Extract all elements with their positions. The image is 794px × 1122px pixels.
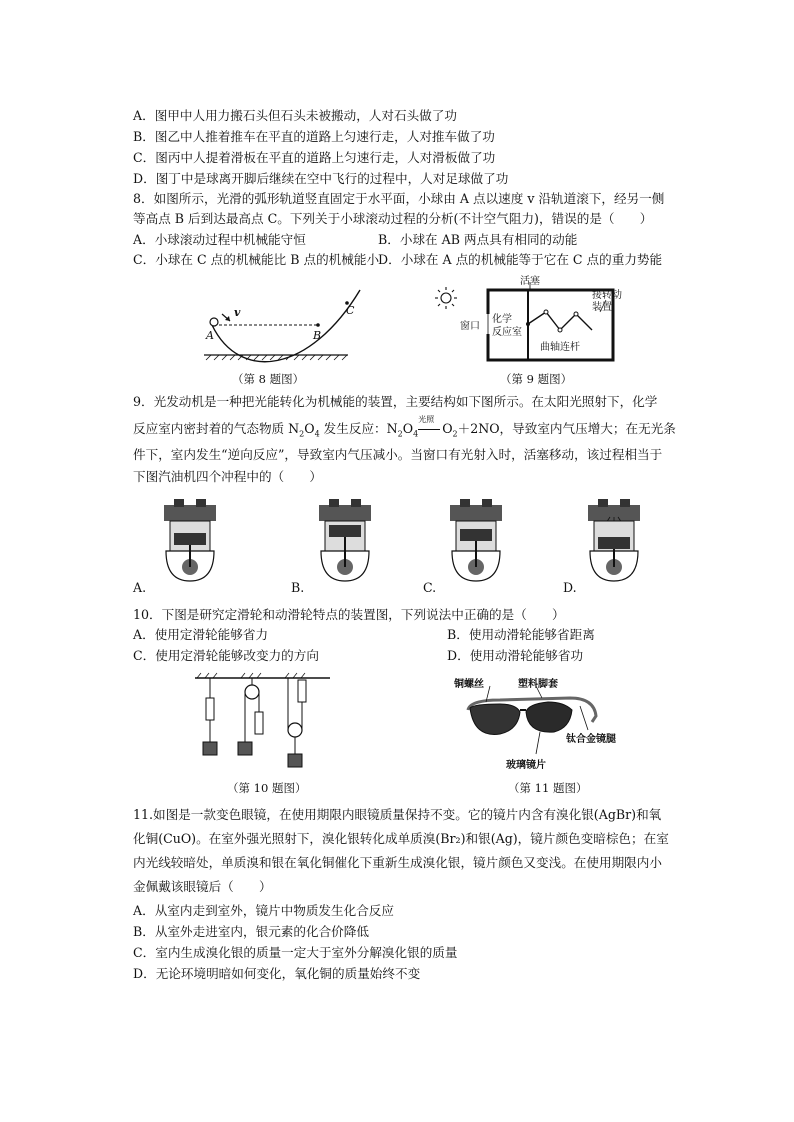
q8-stem-line1: 8．如图所示，光滑的弧形轨道竖直固定于水平面，小球由 A 点以速度 v 沿轨道滚下，经另一侧	[133, 191, 665, 206]
q9-label-chamber-2: 反应室	[492, 327, 522, 338]
q11-stem-line4: 金佩戴该眼镜后（ ）	[133, 879, 272, 894]
q8-track-diagram	[200, 288, 360, 368]
q9-label-window: 窗口	[460, 321, 480, 332]
q10-figure-caption: （第 10 题图）	[227, 781, 307, 795]
q10-option-a: A．使用定滑轮能够省力	[133, 627, 269, 642]
q9-figure-caption: （第 9 题图）	[500, 372, 573, 386]
sun-icon	[435, 287, 457, 309]
q11-label-titanium: 钛合金镜腿	[566, 734, 616, 745]
q9-option-c-label: C.	[423, 580, 437, 595]
q9-stroke-c-figure	[446, 495, 506, 585]
q9-stem-line2: 反应室内密封着的气态物质 $N_2O_4$ 发生反应：$N_2O_4$ 光照 $O_2+2NO$，导致室内气压增大；在无光条	[133, 415, 676, 439]
q8-option-c: C．小球在 C 点的机械能比 B 点的机械能小	[133, 252, 380, 267]
q8-label-v: v	[234, 306, 241, 319]
q7-option-d: D．图丁中是球离开脚后继续在空中飞行的过程中，人对足球做了功	[133, 171, 509, 186]
q11-label-copper: 铜螺丝	[454, 679, 484, 690]
q9-label-piston: 活塞	[520, 276, 540, 287]
q7-option-b: B．图乙中人推着推车在平直的道路上匀速行走，人对推车做了功	[133, 129, 495, 144]
q9-stem-line1: 9．光发动机是一种把光能转化为机械能的装置，主要结构如下图所示。在太阳光照射下，化学	[133, 394, 658, 409]
q9-label-chamber-1: 化学	[492, 314, 512, 325]
q11-stem-line2: 化铜(CuO)。在室外强光照射下，溴化银转化成单质溴(Br₂)和银(Ag)，镜片颜色变暗棕色；在室	[133, 831, 669, 846]
q9-stem-line4: 下图汽油机四个冲程中的（ ）	[133, 469, 322, 484]
q11-stem-line1: 11.如图是一款变色眼镜，在使用期限内眼镜质量保持不变。它的镜片内含有溴化银(AgBr)和氧	[133, 807, 662, 822]
engine-cylinder-icon	[160, 495, 220, 585]
q10-option-d: D．使用动滑轮能够省功	[447, 648, 584, 663]
q10-figure	[195, 672, 330, 774]
q8-label-b: B	[313, 329, 322, 342]
q9-label-device-1: 接转动	[592, 290, 622, 301]
q10-stem: 10．下图是研究定滑轮和动滑轮特点的装置图，下列说法中正确的是（ ）	[133, 607, 565, 622]
q7-option-c: C．图丙中人提着滑板在平直的道路上匀速行走，人对滑板做了功	[133, 150, 496, 165]
q11-figure-caption: （第 11 题图）	[508, 781, 588, 795]
light-reaction-arrow: 光照	[418, 420, 442, 438]
q10-option-c: C．使用定滑轮能够改变力的方向	[133, 648, 319, 663]
q9-stroke-b-figure	[315, 495, 375, 585]
q10-option-b: B．使用动滑轮能够省距离	[447, 627, 595, 642]
q8-option-a: A．小球滚动过程中机械能守恒	[133, 232, 306, 247]
q11-option-b: B．从室外走进室内，银元素的化合价降低	[133, 924, 369, 939]
q9-stroke-d-figure	[584, 495, 644, 585]
q9-option-a-label: A.	[133, 580, 147, 595]
q8-option-d: D．小球在 A 点的机械能等于它在 C 点的重力势能	[378, 252, 663, 267]
q9-stroke-a-figure	[160, 495, 220, 585]
q9-figure	[430, 272, 630, 368]
q8-option-b: B．小球在 AB 两点具有相同的动能	[378, 232, 578, 247]
q8-figure	[200, 288, 360, 368]
q11-figure	[454, 672, 616, 772]
engine-cylinder-icon	[446, 495, 506, 585]
pulley-diagram	[195, 672, 330, 774]
q9-option-d-label: D.	[563, 580, 577, 595]
q9-label-device-2: 装置	[592, 302, 612, 313]
q11-label-glass: 玻璃镜片	[506, 760, 546, 771]
engine-cylinder-icon	[315, 495, 375, 585]
q9-stem-line3: 件下，室内发生“逆向反应”，导致室内气压减小。当窗口有光射入时，活塞移动，该过程相当于	[133, 447, 663, 462]
q9-option-b-label: B.	[291, 580, 305, 595]
q11-option-c: C．室内生成溴化银的质量一定大于室外分解溴化银的质量	[133, 945, 458, 960]
q8-figure-caption: （第 8 题图）	[232, 372, 305, 386]
q11-option-a: A．从室内走到室外，镜片中物质发生化合反应	[133, 903, 394, 918]
q11-option-d: D．无论环境明暗如何变化，氧化铜的质量始终不变	[133, 966, 421, 981]
q8-label-c: C	[346, 304, 355, 317]
q8-stem-line2: 等高点 B 后到达最高点 C。下列关于小球滚动过程的分析(不计空气阻力)，错误的是（ ）	[133, 211, 653, 226]
q8-label-a: A	[206, 329, 214, 342]
q11-stem-line3: 内光线较暗处，单质溴和银在氧化铜催化下重新生成溴化银，镜片颜色又变浅。在使用期限内小	[133, 855, 662, 870]
q9-label-crank: 曲轴连杆	[540, 342, 580, 353]
q11-label-plastic: 塑料脚套	[518, 679, 558, 690]
q7-option-a: A．图甲中人用力搬石头但石头未被搬动，人对石头做了功	[133, 108, 457, 123]
engine-cylinder-icon	[584, 495, 644, 585]
